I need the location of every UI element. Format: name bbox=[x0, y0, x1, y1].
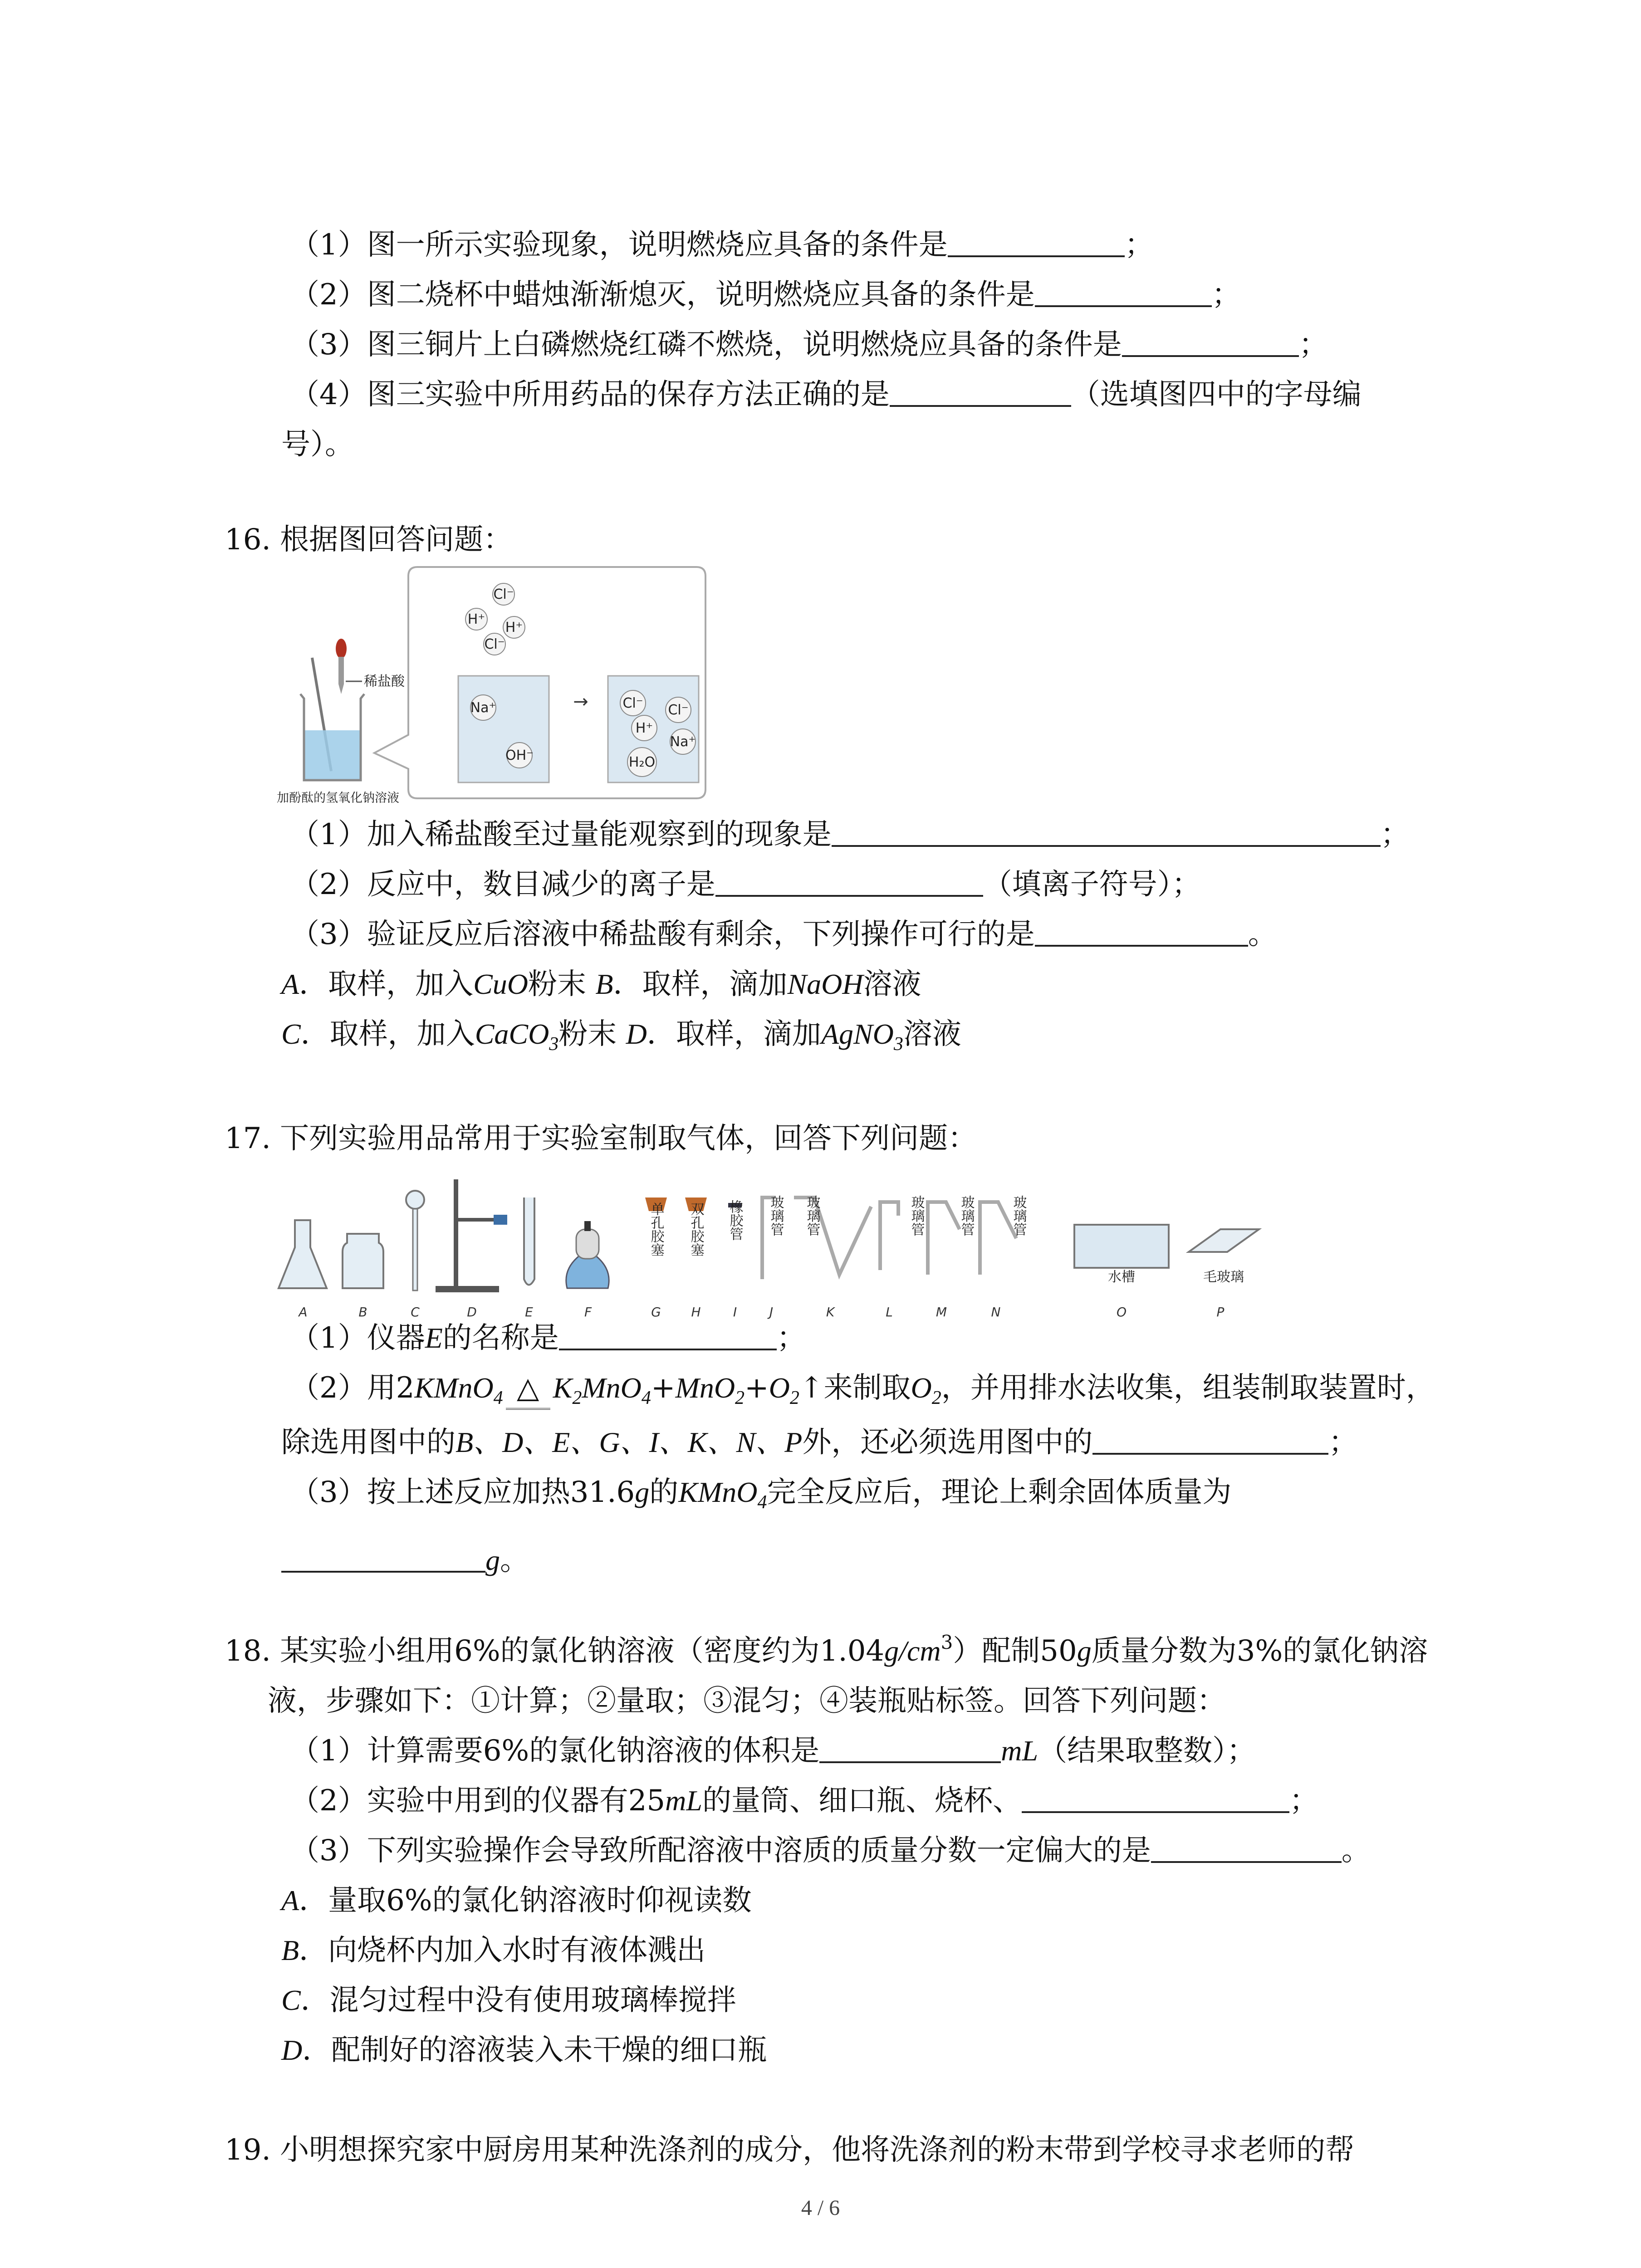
q16-options-cd: C．取样，加入CaCO$_3$粉末 D．取样，滴加AgNO$_3$溶液 bbox=[281, 1017, 961, 1055]
glass-plate-P bbox=[1189, 1229, 1259, 1252]
q17-stem: 17. 下列实验用品常用于实验室制取气体，回答下列问题： bbox=[225, 1122, 977, 1155]
q16-blank-2[interactable] bbox=[715, 864, 983, 897]
letter-G: G bbox=[651, 1305, 661, 1320]
q16-part3: （3）验证反应后溶液中稀盐酸有剩余，下列操作可行的是 。 bbox=[290, 912, 1277, 957]
letter-P: P bbox=[1216, 1305, 1225, 1320]
ion-h2o-after: H₂O bbox=[628, 754, 656, 770]
letter-K: K bbox=[826, 1305, 835, 1320]
ion-cl-after2: Cl⁻ bbox=[668, 702, 689, 718]
q16-part2: （2）反应中，数目减少的离子是 （填离子符号）； bbox=[290, 862, 1201, 907]
q17-part2-cont: 除选用图中的B、D、E、G、I、K、N、P外，还必须选用图中的 ； bbox=[281, 1420, 1357, 1465]
label-N: 玻璃管 bbox=[1010, 1195, 1027, 1236]
q18-option-c: C．混匀过程中没有使用玻璃棒搅拌 bbox=[281, 1984, 736, 2017]
ion-cl-top2: Cl⁻ bbox=[484, 636, 505, 652]
q17-part2: （2）用2KMnO$_4$ △ $K_2MnO_4+MnO_2+O_2↑$来制取$O_2$，并用排水法收集，组装制取装置时， bbox=[290, 1365, 1435, 1411]
letter-D: D bbox=[467, 1305, 477, 1320]
iron-stand-D bbox=[436, 1179, 507, 1292]
q15-part4-cont: 号）。 bbox=[281, 428, 354, 461]
q18-blank-2[interactable] bbox=[1022, 1780, 1289, 1813]
q16-blank-3[interactable] bbox=[1035, 914, 1248, 947]
bottle-B bbox=[343, 1234, 383, 1288]
q18-option-a: A．量取6%的氯化钠溶液时仰视读数 bbox=[281, 1884, 752, 1917]
letter-A: A bbox=[299, 1305, 308, 1320]
q15-blank-1[interactable] bbox=[948, 225, 1125, 257]
letter-L: L bbox=[886, 1305, 893, 1320]
test-tube-E bbox=[524, 1198, 534, 1285]
q17-blank-1[interactable] bbox=[559, 1318, 777, 1350]
q18-stem-line2: 液，步骤如下：①计算；②量取；③混匀；④装瓶贴标签。回答下列问题： bbox=[268, 1684, 1226, 1718]
label-O: 水槽 bbox=[1108, 1269, 1135, 1285]
q15-blank-3[interactable] bbox=[1122, 324, 1299, 357]
label-I: 橡胶管 bbox=[727, 1200, 743, 1241]
q16-blank-1[interactable] bbox=[832, 814, 1381, 847]
q16-options-ab: A．取样，加入CuO粉末 B．取样，滴加NaOH溶液 bbox=[281, 968, 921, 1001]
q18-blank-1[interactable] bbox=[819, 1730, 1001, 1763]
letter-O: O bbox=[1116, 1305, 1127, 1320]
beaker-left bbox=[300, 694, 364, 780]
q18-part3: （3）下列实验操作会导致所配溶液中溶质的质量分数一定偏大的是 。 bbox=[290, 1828, 1371, 1873]
page-number: 4 / 6 bbox=[801, 2196, 840, 2220]
q15-blank-2[interactable] bbox=[1035, 274, 1212, 307]
q18-option-d: D．配制好的溶液装入未干燥的细口瓶 bbox=[281, 2033, 767, 2067]
letter-E: E bbox=[525, 1305, 533, 1320]
beaker-label: 加酚酞的氢氧化钠溶液 bbox=[277, 791, 399, 805]
dropper-label: 稀盐酸 bbox=[364, 674, 405, 689]
flask-A bbox=[279, 1220, 327, 1288]
letter-C: C bbox=[411, 1305, 420, 1320]
heating-condition: △ bbox=[503, 1365, 553, 1411]
ion-h-top: H⁺ bbox=[467, 611, 485, 627]
label-L: 玻璃管 bbox=[908, 1195, 925, 1236]
label-J: 玻璃管 bbox=[768, 1195, 784, 1236]
ion-h-after: H⁺ bbox=[635, 720, 653, 736]
alcohol-lamp-F bbox=[566, 1221, 609, 1288]
letter-I: I bbox=[733, 1305, 737, 1320]
q17-apparatus-figure bbox=[272, 1179, 1316, 1325]
ion-na-before: Na⁺ bbox=[470, 700, 496, 716]
beaker-before bbox=[458, 676, 549, 782]
q18-blank-3[interactable] bbox=[1151, 1830, 1342, 1863]
letter-H: H bbox=[691, 1305, 701, 1320]
q17-part3-answer: g。 bbox=[281, 1538, 529, 1583]
letter-F: F bbox=[584, 1305, 592, 1320]
label-G: 单孔胶塞 bbox=[648, 1202, 664, 1256]
glass-tube-M bbox=[928, 1202, 960, 1275]
funnel-C bbox=[406, 1191, 424, 1290]
letter-J: J bbox=[769, 1305, 774, 1320]
label-K: 玻璃管 bbox=[804, 1195, 820, 1236]
q18-option-b: B．向烧杯内加入水时有液体溅出 bbox=[281, 1934, 706, 1967]
q15-blank-4[interactable] bbox=[890, 374, 1071, 407]
label-M: 玻璃管 bbox=[958, 1195, 975, 1236]
q15-part1: （1）图一所示实验现象，说明燃烧应具备的条件是 ； bbox=[290, 222, 1154, 268]
ion-h-top2: H⁺ bbox=[505, 620, 523, 635]
label-H: 双孔胶塞 bbox=[688, 1202, 704, 1256]
reaction-arrow: → bbox=[573, 691, 588, 712]
ion-oh-before: OH⁻ bbox=[505, 748, 534, 763]
label-P: 毛玻璃 bbox=[1203, 1269, 1244, 1285]
ion-cl-top: Cl⁻ bbox=[493, 587, 514, 602]
q18-part1: （1）计算需要6%的氯化钠溶液的体积是 mL（结果取整数）； bbox=[290, 1728, 1256, 1774]
q17-part1: （1）仪器E的名称是 ； bbox=[290, 1315, 806, 1361]
ion-na-after: Na⁺ bbox=[670, 734, 696, 750]
q17-part3: （3）按上述反应加热31.6g的KMnO$_4$完全反应后，理论上剩余固体质量为 bbox=[290, 1476, 1232, 1513]
q16-part1: （1）加入稀盐酸至过量能观察到的现象是 ； bbox=[290, 812, 1410, 857]
glass-tube-L bbox=[880, 1202, 898, 1270]
beaker-after bbox=[608, 676, 699, 782]
ion-cl-after: Cl⁻ bbox=[622, 695, 643, 711]
water-trough-O bbox=[1074, 1225, 1169, 1268]
letter-N: N bbox=[991, 1305, 1001, 1320]
q15-part4: （4）图三实验中所用药品的保存方法正确的是 （选填图四中的字母编 bbox=[290, 372, 1362, 417]
q17-blank-3[interactable] bbox=[281, 1540, 485, 1573]
q16-figure bbox=[272, 562, 712, 807]
q15-part3: （3）图三铜片上白磷燃烧红磷不燃烧，说明燃烧应具备的条件是 ； bbox=[290, 322, 1328, 367]
q17-blank-2[interactable] bbox=[1092, 1422, 1328, 1455]
q16-stem: 16. 根据图回答问题： bbox=[225, 523, 513, 557]
letter-B: B bbox=[358, 1305, 367, 1320]
q15-part2: （2）图二烧杯中蜡烛渐渐熄灭，说明燃烧应具备的条件是 ； bbox=[290, 272, 1241, 318]
q19-stem: 19. 小明想探究家中厨房用某种洗涤剂的成分，他将洗涤剂的粉末带到学校寻求老师的帮 bbox=[225, 2133, 1355, 2167]
letter-M: M bbox=[936, 1305, 947, 1320]
q18-stem-line1: 18. 某实验小组用6%的氯化钠溶液（密度约为$1.04g/cm^3$）配制50g质量分数为3%的氯化钠溶 bbox=[225, 1631, 1428, 1668]
dropper-icon bbox=[336, 639, 347, 694]
q18-part2: （2）实验中用到的仪器有25mL的量筒、细口瓶、烧杯、 ； bbox=[290, 1778, 1318, 1823]
